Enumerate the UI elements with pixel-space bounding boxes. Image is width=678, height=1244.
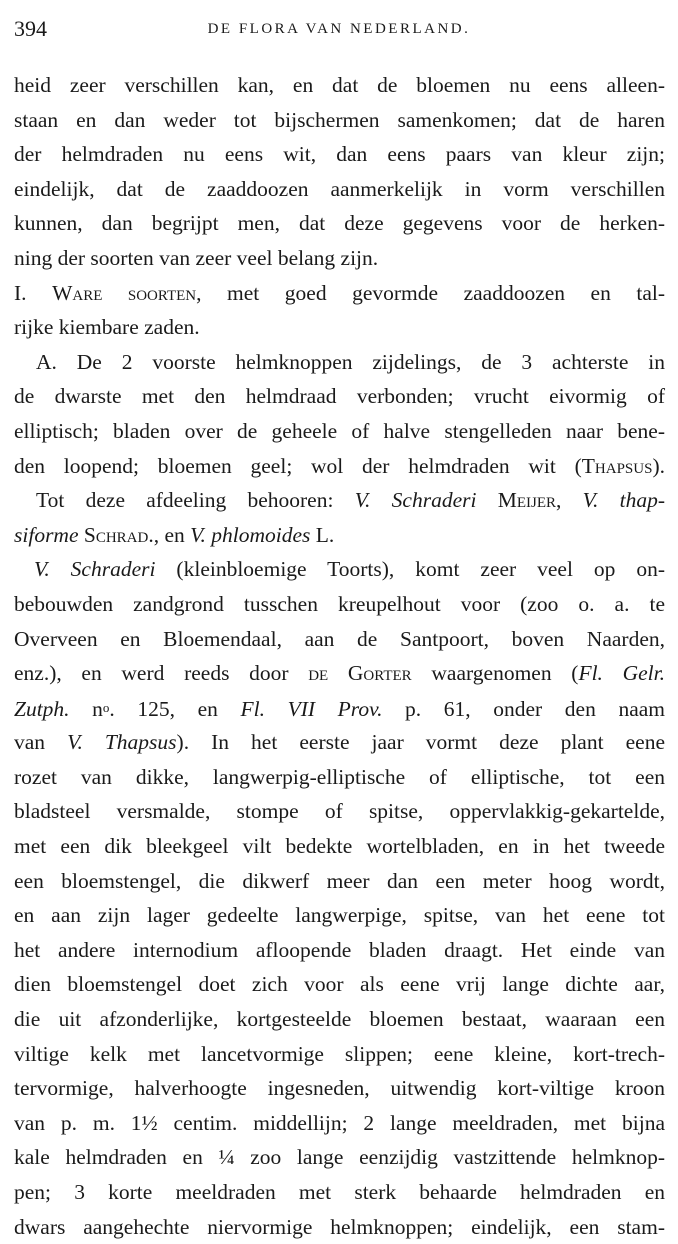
text-line: Overveen en Bloemendaal, aan de Santpoort, boven Naarden, [14,626,665,651]
text-line: het andere internodium afloopende bladen draagt. Het einde van [14,937,665,962]
text-line: dwars aangehechte niervormige helmknoppen; eindelijk, een stam- [14,1214,665,1239]
fraction: ¼ [218,1145,235,1170]
text-line: siforme Schrad., en V. phlomoides L. [14,522,335,547]
text-line: Zutph. $n^o$. 125, en Fl. VII Prov. p. 61, onder den naam [14,696,666,721]
body-text [14,68,665,1244]
page-number: 394 [14,16,47,41]
text-line: eindelijk, dat de zaaddoozen aanmerkelijk in vorm verschillen [14,176,665,201]
text-line: Tot deze afdeeling behooren: V. Schraderi Meijer, V. thap- [36,488,665,513]
text-line: kunnen, dan begrijpt men, dat deze gegevens voor de herken- [14,211,665,236]
text-line: tervormige, halverhoogte ingesneden, uitwendig kort-viltige kroon [14,1076,665,1101]
section-heading: Ware soorten [52,280,197,305]
text-line: bladsteel versmalde, stompe of spitse, oppervlakkig-gekartelde, [14,799,665,824]
fraction: ½ [141,1110,158,1135]
text-line: ning der soorten van zeer veel belang zijn. [14,245,379,270]
text-line: bebouwden zandgrond tusschen kreupelhout voor (zoo o. a. te [14,591,665,616]
text-line: de dwarste met den helmdraad verbonden; vrucht eivormig of [14,384,665,409]
page-header [14,16,664,46]
text-line: rozet van dikke, langwerpig-elliptische of elliptische, tot een [14,764,665,789]
text-line: elliptisch; bladen over de geheele of halve stengelleden naar bene- [14,418,665,443]
text-line: van p. m. 1½ centim. middellijn; 2 lange meeldraden, met bijna [14,1110,665,1135]
text-line: met een dik bleekgeel vilt bedekte wortelbladen, en in het tweede [14,834,665,859]
text-line: enz.), en werd reeds door de Gorter waargenomen (Fl. Gelr. [14,661,666,686]
text-line: die uit afzonderlijke, kortgesteelde bloemen bestaat, waaraan een [14,1007,665,1032]
text-line: kale helmdraden en ¼ zoo lange eenzijdig vastzittende helmknop- [14,1145,665,1170]
text-line: van V. Thapsus). In het eerste jaar vormt deze plant eene [14,730,665,755]
text-line: rijke kiembare zaden. [14,315,200,340]
text-line: I. Ware soorten, met goed gevormde zaaddoozen en tal- [14,280,666,305]
text-line: der helmdraden nu eens wit, dan eens paars van kleur zijn; [14,142,665,167]
text-line: den loopend; bloemen geel; wol der helmdraden wit (Thapsus). [14,453,665,478]
text-line: viltige kelk met lancetvormige slippen; eene kleine, kort-trech- [14,1041,665,1066]
text-line: dien bloemstengel doet zich voor als eene vrij lange dichte aar, [14,972,665,997]
text-line: A. De 2 voorste helmknoppen zijdelings, de 3 achterste in [36,349,665,374]
text-line: V. Schraderi (kleinbloemige Toorts), komt zeer veel op on- [34,557,666,582]
text-line: heid zeer verschillen kan, en dat de bloemen nu eens alleen- [14,73,665,97]
text-line: pen; 3 korte meeldraden met sterk behaarde helmdraden en [14,1180,665,1204]
text-line: staan en dan weder tot bijschermen samenkomen; dat de haren [14,107,665,132]
text-line: een bloemstengel, die dikwerf meer dan een meter hoog wordt, [14,868,665,893]
running-title: DE FLORA VAN NEDERLAND. [207,21,471,37]
text-line: en aan zijn lager gedeelte langwerpige, spitse, van het eene tot [14,903,665,928]
